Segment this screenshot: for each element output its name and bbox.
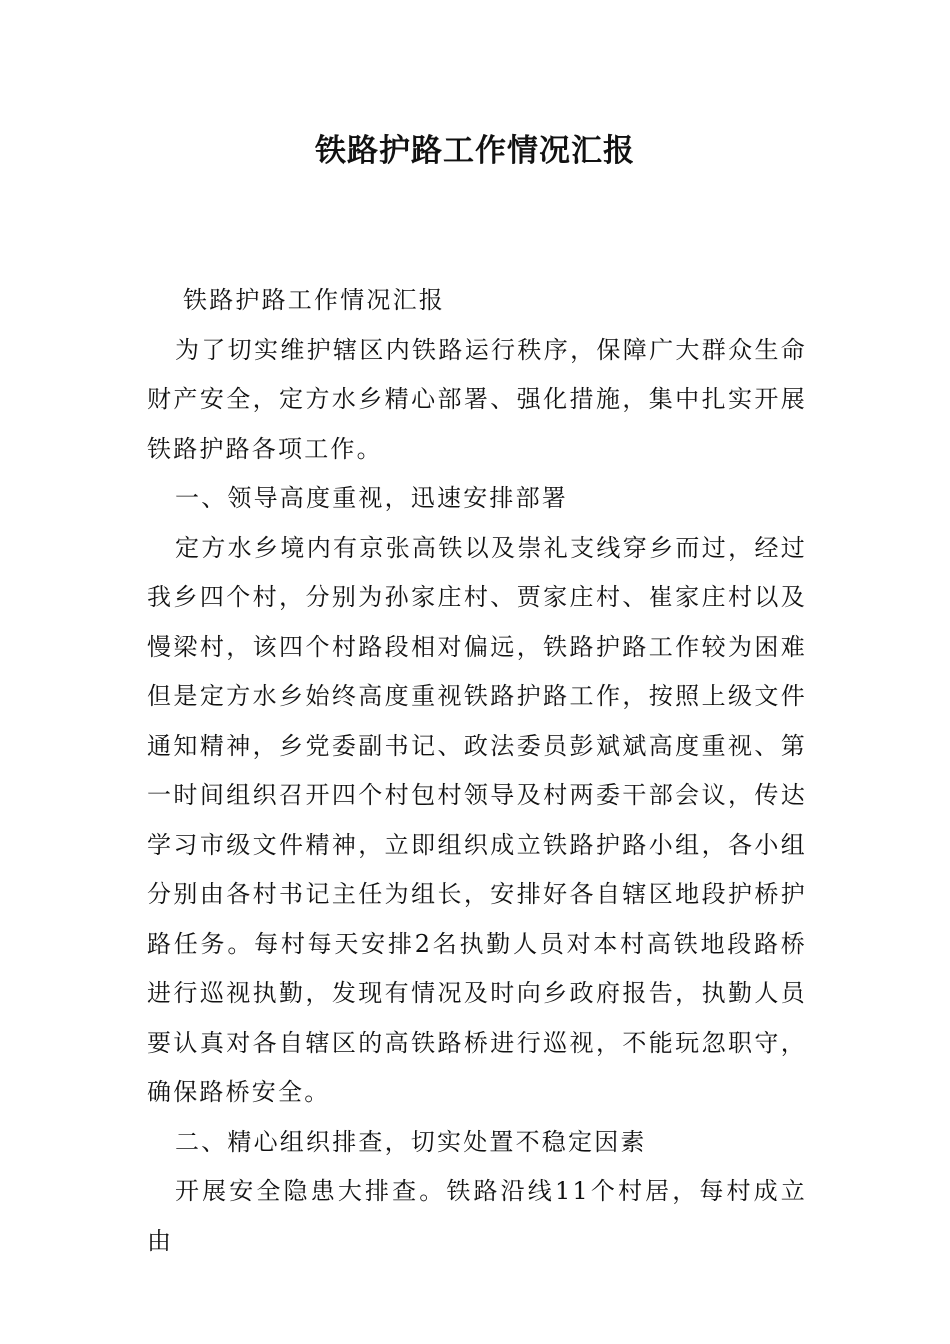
paragraph-section-1: 定方水乡境内有京张高铁以及崇礼支线穿乡而过，经过我乡四个村，分别为孙家庄村、贾家庄村、崔家庄村以及慢梁村，该四个村路段相对偏远，铁路护路工作较为困难但是定方水乡始终高度重视铁路护路工作，按照上级文件通知精神，乡党委副书记、政法委员彭斌斌高度重视、第一时间组织召开四个村包村领导及村两委干部会议，传达学习市级文件精神，立即组织成立铁路护路小组，各小组分别由各村书记主任为组长，安排好各自辖区地段护桥护路任务。每村每天安排2名执勤人员对本村高铁地段路桥进行巡视执勤，发现有情况及时向乡政府报告，执勤人员要认真对各自辖区的高铁路桥进行巡视，不能玩忽职守，确保路桥安全。 <box>147 533 807 1106</box>
paragraph-intro: 为了切实维护辖区内铁路运行秩序，保障广大群众生命财产安全，定方水乡精心部署、强化措施，集中扎实开展铁路护路各项工作。 <box>147 335 807 463</box>
section-heading-1: 一、领导高度重视，迅速安排部署 <box>175 484 568 512</box>
document-title: 铁路护路工作情况汇报 <box>315 133 635 169</box>
section-heading-2: 二、精心组织排查，切实处置不稳定因素 <box>175 1127 647 1156</box>
paragraph-subtitle: 铁路护路工作情况汇报 <box>183 286 445 314</box>
paragraph-section-2: 开展安全隐患大排查。铁路沿线11个村居，每村成立由 <box>147 1177 807 1255</box>
document-body <box>147 276 807 1266</box>
